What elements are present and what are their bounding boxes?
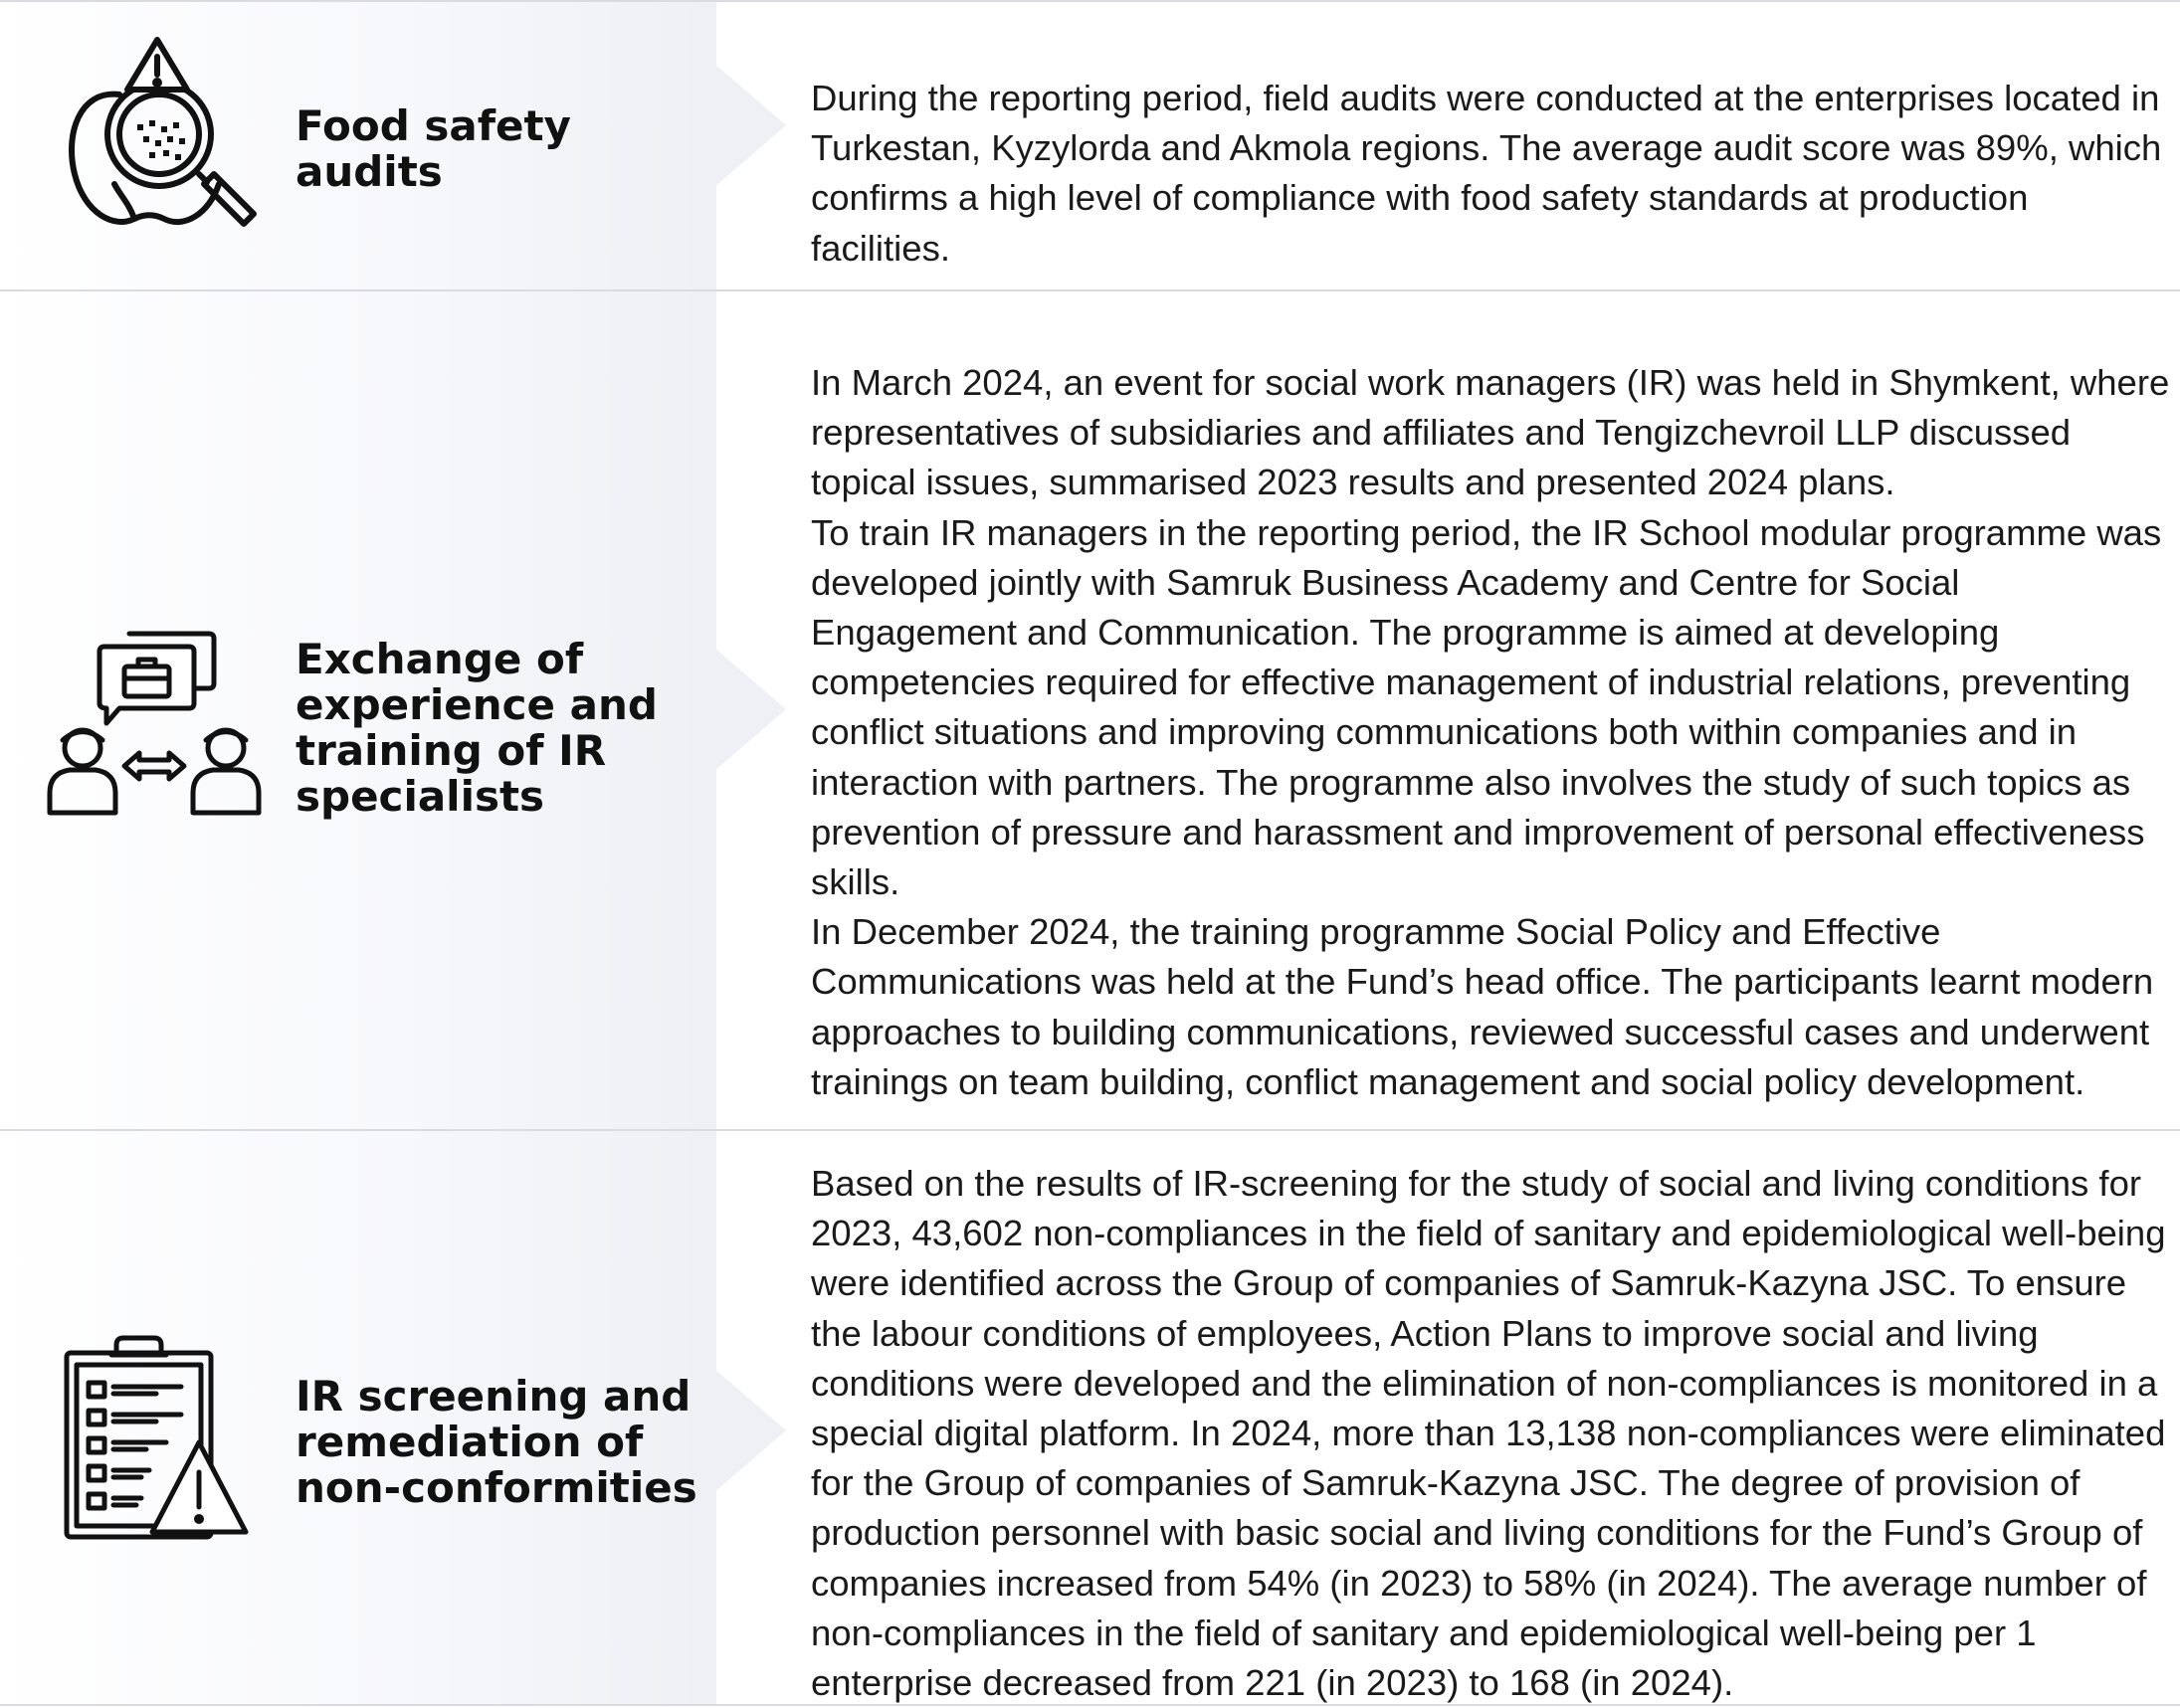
section-arrow bbox=[714, 1369, 786, 1492]
section-body bbox=[811, 358, 2174, 1107]
section-body bbox=[811, 1159, 2174, 1708]
paragraph: To train IR managers in the reporting period, the IR School modular programme was developed jointly with Samruk Business Academy and Centre for Social Engagement and Communication. The programme is aimed at developing competencies required for effective management of industrial relations, preventing conflict situations and improving communications both within companies and in interaction with partners. The programme also involves the study of such topics as prevention of pressure and harassment and improvement of personal effectiveness skills. bbox=[811, 511, 2162, 903]
food-inspection-icon bbox=[60, 35, 264, 234]
divider-1 bbox=[0, 289, 2180, 291]
section-arrow bbox=[714, 648, 786, 771]
section-arrow bbox=[714, 64, 786, 187]
divider-2 bbox=[0, 1129, 2180, 1131]
section-title: Exchange of experience and training of IR specialists bbox=[296, 635, 658, 821]
paragraph: In March 2024, an event for social work managers (IR) was held in Shymkent, where representatives of subsidiaries and affiliates and Tengizchevroil LLP discussed topical issues, summarised 2023 results and presented 2024 plans. bbox=[811, 362, 2170, 503]
paragraph: During the reporting period, field audits were conducted at the enterprises located in Turkestan, Kyzylorda and Akmola regions. The average audit score was 89%, which confirms a high level of compliance with food safety standards at production facilities. bbox=[811, 78, 2162, 269]
section-body bbox=[811, 74, 2174, 274]
section-title: Food safety audits bbox=[296, 101, 571, 196]
people-exchange-icon bbox=[45, 629, 264, 818]
divider-top bbox=[0, 0, 2180, 2]
checklist-warning-icon bbox=[62, 1333, 251, 1542]
section-title: IR screening and remediation of non-conformities bbox=[296, 1372, 697, 1512]
paragraph: In December 2024, the training programme Social Policy and Effective Communications was held at the Fund’s head office. The participants learnt modern approaches to building communications, reviewed successful cases and underwent trainings on team building, conflict management and social policy development. bbox=[811, 911, 2154, 1102]
paragraph: Based on the results of IR-screening for the study of social and living conditions for 2023, 43,602 non-compliances in the field of sanitary and epidemiological well-being were identified across the Group of companies of Samruk-Kazyna JSC. To ensure the labour conditions of employees, Action Plans to improve social and living conditions were developed and the elimination of non-compliances is monitored in a special digital platform. In 2024, more than 13,138 non-compliances were eliminated for the Group of companies of Samruk-Kazyna JSC. The degree of provision of production personnel with basic social and living conditions for the Fund’s Group of companies increased from 54% (in 2023) to 58% (in 2024). The average number of non-compliances in the field of sanitary and epidemiological well-being per 1 enterprise decreased from 221 (in 2023) to 168 (in 2024). bbox=[811, 1163, 2166, 1704]
